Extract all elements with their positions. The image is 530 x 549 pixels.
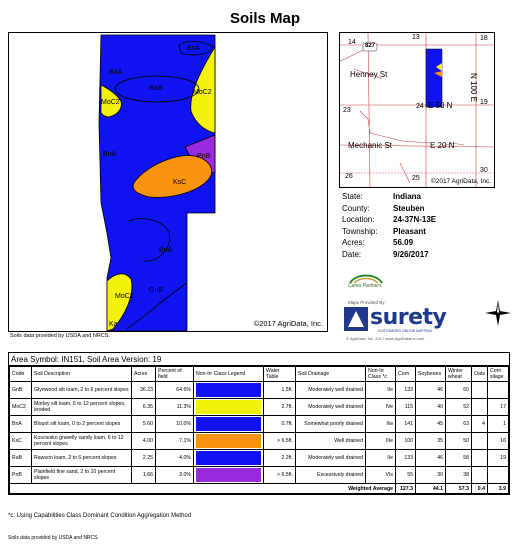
street-label: Henney St (350, 70, 388, 79)
inset-credit: ©2017 AgriData, Inc. (430, 178, 491, 185)
soil-label-pnb: PnB (197, 153, 211, 160)
location-info (342, 191, 436, 261)
soil-label-moc2: MoC2 (101, 99, 120, 106)
column-header: Soil Description (32, 367, 132, 382)
ceres-partners-label: Ceres Partners (348, 283, 382, 289)
road-shield-827: 827 (365, 43, 376, 49)
soil-label-rab: RaB (149, 85, 163, 92)
locator-map[interactable] (339, 32, 495, 188)
section-number: 14 (348, 39, 356, 46)
compass-rose-icon (485, 300, 511, 326)
copyright-line: © AgriData, Inc. 2017 www.AgriDataInc.com (346, 336, 425, 341)
class-legend-swatch (194, 450, 264, 467)
weighted-average-row: Weighted Average 127.3 44.1 57.3 0.4 3.9 (10, 484, 509, 494)
soil-label-moc2: MoC2 (193, 89, 212, 96)
info-row: County: Steuben (342, 203, 425, 213)
info-row: Acres: 56.09 (342, 238, 414, 248)
street-label: Mechanic St (348, 141, 393, 150)
map-credit: ©2017 AgriData, Inc. (253, 319, 323, 328)
column-header: Corn (396, 367, 416, 382)
surety-tagline: CUSTOMIZED ONLINE MAPPING (378, 329, 433, 333)
column-header: Code (10, 367, 32, 382)
info-row: State: Indiana (342, 192, 422, 201)
soil-label-ksc: KsC (173, 179, 187, 186)
soil-label-bna: BnA (109, 69, 123, 76)
soils-map-graphic (9, 33, 327, 331)
table-header-row (10, 367, 509, 382)
soil-label-bna: BnA (187, 45, 201, 52)
section-number: 18 (480, 35, 488, 42)
usda-note-bottom: Soils data provided by USDA and NRCS. (8, 535, 99, 541)
street-label: E 50 N (428, 101, 453, 110)
soil-label-bna: BnA (159, 247, 173, 254)
section-number: 25 (412, 175, 420, 182)
column-header: Percent of field (156, 367, 194, 382)
class-legend-swatch (194, 416, 264, 433)
info-row: Date: 9/26/2017 (342, 249, 429, 259)
surety-wordmark: surety (370, 305, 447, 330)
column-header: Soil Drainage (296, 367, 366, 382)
soil-label-gnb: GnB (149, 287, 164, 294)
soil-label-ka: Ka (109, 321, 118, 328)
usda-note: Soils data provided by USDA and NRCS. (10, 333, 110, 339)
table-row: KsC Kosciusko gravelly sandy loam, 6 to 12 percent slopes 4.00 7.1% > 6.5ft. Well drained IIIe 100 35 50 16 (10, 433, 509, 450)
table-row: MoC2 Morley silt loam, 6 to 12 percent slopes, eroded 6.35 11.3% 2.7ft. Moderately well drained IVe 115 40 52 17 (10, 399, 509, 416)
section-number: 30 (480, 167, 488, 174)
soil-label-bna: BnA (103, 151, 117, 158)
street-label: E 20 N (430, 141, 455, 150)
table-row: BnA Blount silt loam, 0 to 2 percent slopes 5.60 10.0% 0.7ft. Somewhat poorly drained IIw 141 45 63 4 1 (10, 416, 509, 433)
section-number: 26 (345, 173, 353, 180)
soils-map[interactable] (8, 32, 328, 332)
column-header: Oats (472, 367, 488, 382)
info-row: Township: Pleasant (342, 226, 426, 236)
column-header: Corn silage (488, 367, 509, 382)
column-header: Water Table (264, 367, 296, 382)
column-header: Winter wheat (446, 367, 472, 382)
column-header: Non-Irr Class Legend (194, 367, 264, 382)
maps-provided-by: Maps Provided By: (348, 300, 386, 305)
class-legend-swatch (194, 433, 264, 450)
column-header: Non-Irr Class *c (366, 367, 396, 382)
class-legend-swatch (194, 467, 264, 484)
soil-label-moc2: MoC2 (115, 293, 134, 300)
section-number: 19 (480, 99, 488, 106)
column-header: Acres (132, 367, 156, 382)
footnote: *c: Using Capabilities Class Dominant Condition Aggregation Method (8, 513, 192, 519)
section-number: 13 (412, 34, 420, 41)
class-legend-swatch (194, 399, 264, 416)
info-row: Location: 24-37N-13E (342, 215, 437, 225)
street-label: N 100 E (469, 73, 478, 102)
locator-map-graphic (340, 33, 494, 187)
table-row: GnB Glynwood silt loam, 2 to 6 percent slopes 36.23 64.6% 1.5ft. Moderately well drained IIe 133 46 60 (10, 382, 509, 399)
area-symbol: Area Symbol: IN151, Soil Area Version: 19 (9, 353, 509, 366)
ceres-logo-icon (346, 269, 386, 295)
section-number: 23 (343, 107, 351, 114)
soils-table (8, 352, 510, 495)
table-row: PnB Plainfield fine sand, 2 to 10 percent slopes 1.66 3.0% > 6.5ft. Excessively drained VIs 55 30 38 (10, 467, 509, 484)
section-number: 24 (416, 103, 424, 110)
column-header: Soybeans (416, 367, 446, 382)
page-title: Soils Map (229, 10, 300, 27)
table-row: RaB Rawson loam, 2 to 6 percent slopes 2.25 4.0% 2.2ft. Moderately well drained IIe 133 46 58 19 (10, 450, 509, 467)
class-legend-swatch (194, 382, 264, 399)
